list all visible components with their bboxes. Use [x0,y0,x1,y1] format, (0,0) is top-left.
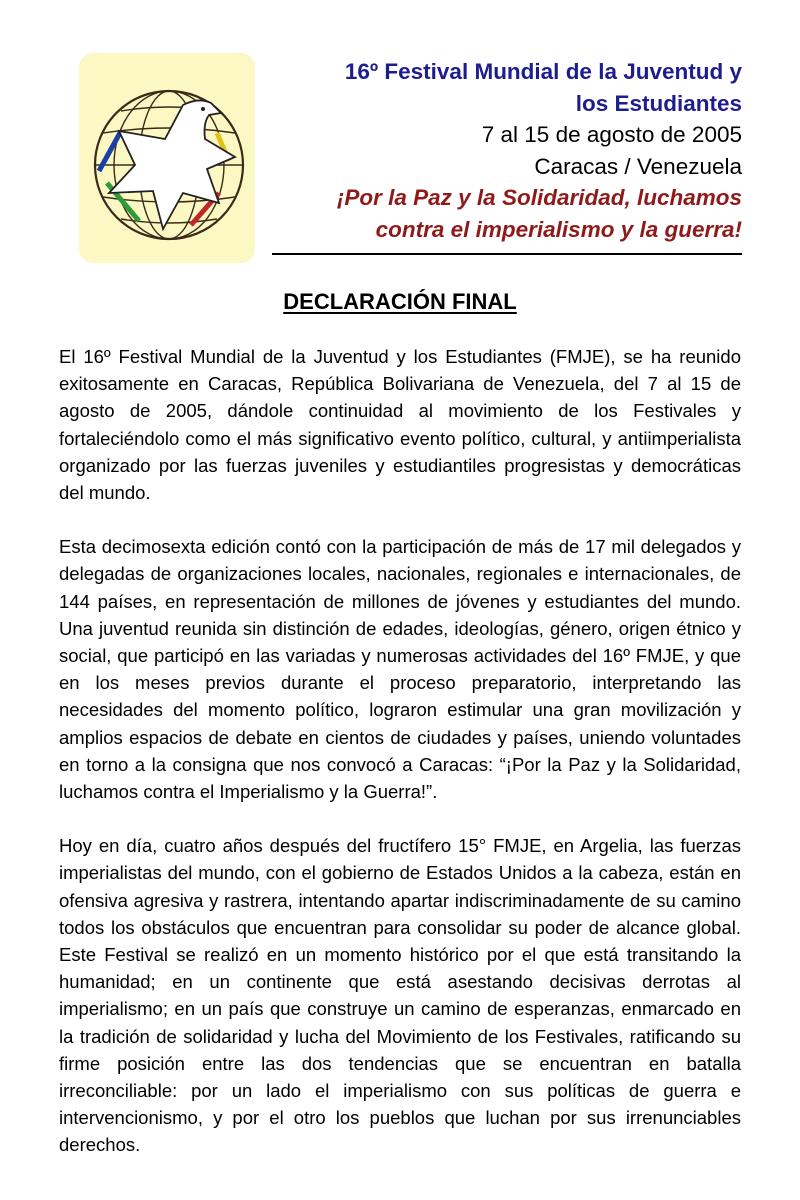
festival-logo [79,53,255,263]
paragraph-3: Hoy en día, cuatro años después del fructífero 15° FMJE, en Argelia, las fuerzas imperialistas del mundo, con el gobierno de Estados Unidos a la cabeza, están en ofensiva agresiva y rastrera, intentando apartar indiscriminadamente de su camino todos los obstáculos que encuentran para consolidar su poder de alcance global. Este Festival se realizó en un momento histórico por el que está transitando la humanidad; en un continente que está asestando decisivas derrotas al imperialismo; en un país que construye un camino de esperanzas, enmarcado en la tradición de solidaridad y lucha del Movimiento de los Festivales, ratificando su firme posición entre las dos tendencias que se encuentran en batalla irreconciliable: por un lado el imperialismo con sus políticas de guerra e intervencionismo, y por el otro los pueblos que luchan por sus irrenunciables derechos. [59,835,741,1156]
document-body [59,343,741,1186]
festival-title-line2: los Estudiantes [575,90,742,116]
festival-dates: 7 al 15 de agosto de 2005 [481,122,742,147]
header-divider [272,253,742,255]
festival-header [272,56,742,245]
document-title: DECLARACIÓN FINAL [283,289,517,314]
festival-slogan-line1: ¡Por la Paz y la Solidaridad, luchamos [336,185,742,210]
paragraph-2: Esta decimosexta edición contó con la participación de más de 17 mil delegados y delegadas de organizaciones locales, nacionales, regionales e internacionales, de 144 países, en representación de millones de jóvenes y estudiantes del mundo. Una juventud reunida sin distinción de edades, ideologías, género, origen étnico y social, que participó en las variadas y numerosas actividades del 16º FMJE, y que en los meses previos durante el proceso preparatorio, interpretando las necesidades del momento político, lograron estimular una gran movilización y amplios espacios de debate en cientos de ciudades y países, uniendo voluntades en torno a la consigna que nos convocó a Caracas: “¡Por la Paz y la Solidaridad, luchamos contra el Imperialismo y la Guerra!”. [59,536,741,803]
paragraph-1: El 16º Festival Mundial de la Juventud y los Estudiantes (FMJE), se ha reunido exitosamente en Caracas, República Bolivariana de Venezuela, del 7 al 15 de agosto de 2005, dándole continuidad al movimiento de los Festivales y fortaleciéndolo como el más significativo evento político, cultural, y antiimperialista organizado por las fuerzas juveniles y estudiantiles progresistas y democráticas del mundo. [59,346,741,504]
festival-title-line1: 16º Festival Mundial de la Juventud y [344,59,742,84]
festival-location: Caracas / Venezuela [534,153,742,179]
festival-slogan-line2: contra el imperialismo y la guerra! [375,216,742,242]
dove-globe-icon [79,53,255,263]
